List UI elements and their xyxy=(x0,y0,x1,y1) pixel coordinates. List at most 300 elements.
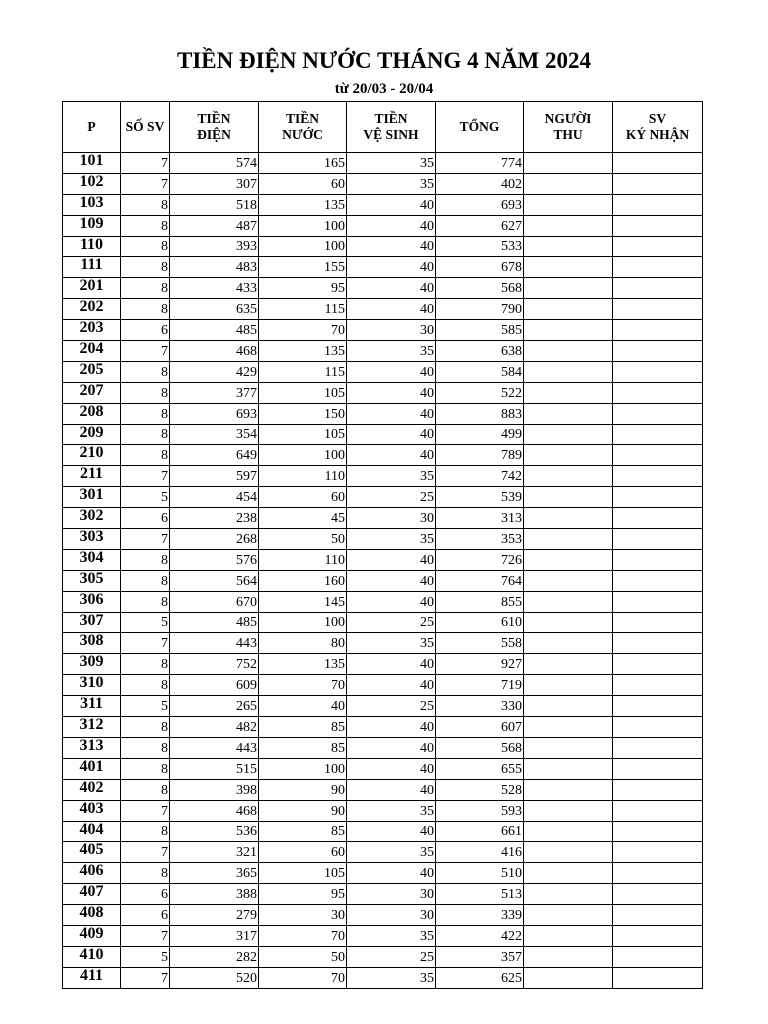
table-row xyxy=(63,173,703,194)
room-cell: 401 xyxy=(63,758,121,779)
collector-cell[interactable] xyxy=(524,905,613,926)
student-count-cell: 8 xyxy=(121,361,170,382)
electricity-cell: 388 xyxy=(170,884,259,905)
table-row xyxy=(63,863,703,884)
electricity-cell: 265 xyxy=(170,696,259,717)
collector-cell[interactable] xyxy=(524,821,613,842)
water-cell: 90 xyxy=(259,779,347,800)
water-cell: 95 xyxy=(259,278,347,299)
total-cell: 416 xyxy=(436,842,524,863)
room-cell: 404 xyxy=(63,821,121,842)
water-cell: 135 xyxy=(259,194,347,215)
room-cell: 305 xyxy=(63,570,121,591)
table-row xyxy=(63,905,703,926)
room-cell: 207 xyxy=(63,382,121,403)
total-cell: 330 xyxy=(436,696,524,717)
water-cell: 85 xyxy=(259,821,347,842)
room-cell: 109 xyxy=(63,215,121,236)
room-cell: 311 xyxy=(63,696,121,717)
collector-cell[interactable] xyxy=(524,445,613,466)
table-row xyxy=(63,341,703,362)
room-cell: 403 xyxy=(63,800,121,821)
sanitation-cell: 30 xyxy=(347,905,436,926)
total-cell: 499 xyxy=(436,424,524,445)
electricity-cell: 670 xyxy=(170,591,259,612)
signature-cell[interactable] xyxy=(613,487,703,508)
signature-cell[interactable] xyxy=(613,758,703,779)
room-cell: 306 xyxy=(63,591,121,612)
student-count-cell: 8 xyxy=(121,236,170,257)
sanitation-cell: 40 xyxy=(347,821,436,842)
electricity-cell: 518 xyxy=(170,194,259,215)
collector-cell[interactable] xyxy=(524,612,613,633)
room-cell: 410 xyxy=(63,946,121,967)
signature-cell[interactable] xyxy=(613,194,703,215)
collector-cell[interactable] xyxy=(524,403,613,424)
student-count-cell: 8 xyxy=(121,779,170,800)
table-row xyxy=(63,884,703,905)
total-cell: 638 xyxy=(436,341,524,362)
table-row xyxy=(63,508,703,529)
sanitation-cell: 40 xyxy=(347,737,436,758)
electricity-cell: 393 xyxy=(170,236,259,257)
total-cell: 522 xyxy=(436,382,524,403)
sanitation-cell: 35 xyxy=(347,173,436,194)
signature-cell[interactable] xyxy=(613,173,703,194)
total-cell: 774 xyxy=(436,153,524,174)
collector-cell[interactable] xyxy=(524,737,613,758)
water-cell: 50 xyxy=(259,946,347,967)
room-cell: 304 xyxy=(63,549,121,570)
electricity-cell: 515 xyxy=(170,758,259,779)
student-count-cell: 8 xyxy=(121,215,170,236)
total-cell: 789 xyxy=(436,445,524,466)
total-cell: 790 xyxy=(436,299,524,320)
total-cell: 855 xyxy=(436,591,524,612)
sanitation-cell: 35 xyxy=(347,153,436,174)
electricity-cell: 317 xyxy=(170,925,259,946)
header-electricity: TIỀN ĐIỆN xyxy=(170,102,259,153)
room-cell: 307 xyxy=(63,612,121,633)
collector-cell[interactable] xyxy=(524,967,613,988)
table-row xyxy=(63,299,703,320)
total-cell: 627 xyxy=(436,215,524,236)
signature-cell[interactable] xyxy=(613,278,703,299)
header-sanitation: TIỀN VỆ SINH xyxy=(347,102,436,153)
collector-cell[interactable] xyxy=(524,633,613,654)
collector-cell[interactable] xyxy=(524,299,613,320)
water-cell: 60 xyxy=(259,173,347,194)
table-row xyxy=(63,591,703,612)
total-cell: 558 xyxy=(436,633,524,654)
billing-table xyxy=(62,101,703,989)
room-cell: 205 xyxy=(63,361,121,382)
water-cell: 115 xyxy=(259,361,347,382)
signature-cell[interactable] xyxy=(613,403,703,424)
student-count-cell: 7 xyxy=(121,800,170,821)
room-cell: 110 xyxy=(63,236,121,257)
document-title: TIỀN ĐIỆN NƯỚC THÁNG 4 NĂM 2024 xyxy=(176,48,592,73)
student-count-cell: 8 xyxy=(121,591,170,612)
water-cell: 145 xyxy=(259,591,347,612)
total-cell: 422 xyxy=(436,925,524,946)
collector-cell[interactable] xyxy=(524,508,613,529)
sanitation-cell: 40 xyxy=(347,382,436,403)
total-cell: 661 xyxy=(436,821,524,842)
signature-cell[interactable] xyxy=(613,842,703,863)
room-cell: 310 xyxy=(63,675,121,696)
student-count-cell: 6 xyxy=(121,905,170,926)
table-row xyxy=(63,320,703,341)
electricity-cell: 482 xyxy=(170,717,259,738)
room-cell: 204 xyxy=(63,341,121,362)
water-cell: 115 xyxy=(259,299,347,320)
collector-cell[interactable] xyxy=(524,236,613,257)
collector-cell[interactable] xyxy=(524,257,613,278)
collector-cell[interactable] xyxy=(524,591,613,612)
student-count-cell: 7 xyxy=(121,633,170,654)
sanitation-cell: 40 xyxy=(347,863,436,884)
collector-cell[interactable] xyxy=(524,320,613,341)
student-count-cell: 8 xyxy=(121,570,170,591)
electricity-cell: 536 xyxy=(170,821,259,842)
student-count-cell: 8 xyxy=(121,299,170,320)
table-row xyxy=(63,800,703,821)
table-row xyxy=(63,215,703,236)
table-row xyxy=(63,194,703,215)
collector-cell[interactable] xyxy=(524,466,613,487)
table-row xyxy=(63,361,703,382)
sanitation-cell: 40 xyxy=(347,236,436,257)
signature-cell[interactable] xyxy=(613,382,703,403)
collector-cell[interactable] xyxy=(524,654,613,675)
total-cell: 528 xyxy=(436,779,524,800)
header-collector: NGƯỜI THU xyxy=(524,102,613,153)
water-cell: 100 xyxy=(259,236,347,257)
room-cell: 201 xyxy=(63,278,121,299)
signature-cell[interactable] xyxy=(613,946,703,967)
sanitation-cell: 40 xyxy=(347,758,436,779)
signature-cell[interactable] xyxy=(613,925,703,946)
room-cell: 308 xyxy=(63,633,121,654)
signature-cell[interactable] xyxy=(613,529,703,550)
room-cell: 402 xyxy=(63,779,121,800)
table-row xyxy=(63,236,703,257)
electricity-cell: 321 xyxy=(170,842,259,863)
room-cell: 203 xyxy=(63,320,121,341)
sanitation-cell: 40 xyxy=(347,361,436,382)
collector-cell[interactable] xyxy=(524,424,613,445)
signature-cell[interactable] xyxy=(613,341,703,362)
total-cell: 357 xyxy=(436,946,524,967)
signature-cell[interactable] xyxy=(613,445,703,466)
header-total: TỔNG xyxy=(436,102,524,153)
room-cell: 103 xyxy=(63,194,121,215)
water-cell: 90 xyxy=(259,800,347,821)
sanitation-cell: 40 xyxy=(347,424,436,445)
electricity-cell: 454 xyxy=(170,487,259,508)
collector-cell[interactable] xyxy=(524,842,613,863)
student-count-cell: 5 xyxy=(121,612,170,633)
water-cell: 70 xyxy=(259,967,347,988)
collector-cell[interactable] xyxy=(524,717,613,738)
total-cell: 607 xyxy=(436,717,524,738)
room-cell: 208 xyxy=(63,403,121,424)
collector-cell[interactable] xyxy=(524,278,613,299)
student-count-cell: 7 xyxy=(121,173,170,194)
table-row xyxy=(63,967,703,988)
signature-cell[interactable] xyxy=(613,215,703,236)
water-cell: 100 xyxy=(259,445,347,466)
water-cell: 85 xyxy=(259,717,347,738)
water-cell: 100 xyxy=(259,215,347,236)
total-cell: 313 xyxy=(436,508,524,529)
signature-cell[interactable] xyxy=(613,570,703,591)
signature-cell[interactable] xyxy=(613,549,703,570)
signature-cell[interactable] xyxy=(613,821,703,842)
sanitation-cell: 25 xyxy=(347,487,436,508)
water-cell: 80 xyxy=(259,633,347,654)
signature-cell[interactable] xyxy=(613,905,703,926)
signature-cell[interactable] xyxy=(613,717,703,738)
collector-cell[interactable] xyxy=(524,215,613,236)
collector-cell[interactable] xyxy=(524,946,613,967)
collector-cell[interactable] xyxy=(524,570,613,591)
header-student-count: SỐ SV xyxy=(121,102,170,153)
electricity-cell: 433 xyxy=(170,278,259,299)
sanitation-cell: 40 xyxy=(347,570,436,591)
room-cell: 411 xyxy=(63,967,121,988)
table-row xyxy=(63,403,703,424)
signature-cell[interactable] xyxy=(613,424,703,445)
table-row xyxy=(63,821,703,842)
student-count-cell: 8 xyxy=(121,675,170,696)
sanitation-cell: 40 xyxy=(347,591,436,612)
student-count-cell: 8 xyxy=(121,257,170,278)
water-cell: 110 xyxy=(259,466,347,487)
collector-cell[interactable] xyxy=(524,529,613,550)
student-count-cell: 7 xyxy=(121,466,170,487)
water-cell: 150 xyxy=(259,403,347,424)
signature-cell[interactable] xyxy=(613,696,703,717)
water-cell: 60 xyxy=(259,842,347,863)
room-cell: 303 xyxy=(63,529,121,550)
sanitation-cell: 30 xyxy=(347,884,436,905)
sanitation-cell: 35 xyxy=(347,842,436,863)
total-cell: 339 xyxy=(436,905,524,926)
table-row xyxy=(63,487,703,508)
room-cell: 408 xyxy=(63,905,121,926)
table-row xyxy=(63,570,703,591)
electricity-cell: 752 xyxy=(170,654,259,675)
room-cell: 101 xyxy=(63,153,121,174)
water-cell: 95 xyxy=(259,884,347,905)
electricity-cell: 307 xyxy=(170,173,259,194)
student-count-cell: 7 xyxy=(121,153,170,174)
student-count-cell: 7 xyxy=(121,529,170,550)
signature-cell[interactable] xyxy=(613,779,703,800)
water-cell: 70 xyxy=(259,925,347,946)
collector-cell[interactable] xyxy=(524,194,613,215)
student-count-cell: 8 xyxy=(121,549,170,570)
signature-cell[interactable] xyxy=(613,654,703,675)
total-cell: 693 xyxy=(436,194,524,215)
table-row xyxy=(63,675,703,696)
collector-cell[interactable] xyxy=(524,884,613,905)
signature-cell[interactable] xyxy=(613,863,703,884)
signature-cell[interactable] xyxy=(613,508,703,529)
table-row xyxy=(63,758,703,779)
total-cell: 678 xyxy=(436,257,524,278)
collector-cell[interactable] xyxy=(524,758,613,779)
sanitation-cell: 40 xyxy=(347,194,436,215)
water-cell: 105 xyxy=(259,863,347,884)
room-cell: 407 xyxy=(63,884,121,905)
electricity-cell: 597 xyxy=(170,466,259,487)
water-cell: 105 xyxy=(259,424,347,445)
room-cell: 301 xyxy=(63,487,121,508)
collector-cell[interactable] xyxy=(524,153,613,174)
signature-cell[interactable] xyxy=(613,967,703,988)
room-cell: 209 xyxy=(63,424,121,445)
water-cell: 85 xyxy=(259,737,347,758)
signature-cell[interactable] xyxy=(613,153,703,174)
total-cell: 568 xyxy=(436,278,524,299)
signature-cell[interactable] xyxy=(613,236,703,257)
room-cell: 102 xyxy=(63,173,121,194)
electricity-cell: 398 xyxy=(170,779,259,800)
signature-cell[interactable] xyxy=(613,800,703,821)
collector-cell[interactable] xyxy=(524,925,613,946)
table-row xyxy=(63,717,703,738)
electricity-cell: 635 xyxy=(170,299,259,320)
table-row xyxy=(63,257,703,278)
table-body xyxy=(63,153,703,989)
student-count-cell: 6 xyxy=(121,508,170,529)
collector-cell[interactable] xyxy=(524,863,613,884)
electricity-cell: 576 xyxy=(170,549,259,570)
total-cell: 655 xyxy=(436,758,524,779)
total-cell: 568 xyxy=(436,737,524,758)
electricity-cell: 487 xyxy=(170,215,259,236)
table-row xyxy=(63,737,703,758)
water-cell: 70 xyxy=(259,675,347,696)
electricity-cell: 485 xyxy=(170,320,259,341)
water-cell: 60 xyxy=(259,487,347,508)
water-cell: 135 xyxy=(259,341,347,362)
total-cell: 510 xyxy=(436,863,524,884)
electricity-cell: 520 xyxy=(170,967,259,988)
electricity-cell: 485 xyxy=(170,612,259,633)
total-cell: 593 xyxy=(436,800,524,821)
student-count-cell: 5 xyxy=(121,487,170,508)
signature-cell[interactable] xyxy=(613,633,703,654)
collector-cell[interactable] xyxy=(524,800,613,821)
student-count-cell: 7 xyxy=(121,341,170,362)
table-row xyxy=(63,696,703,717)
total-cell: 584 xyxy=(436,361,524,382)
student-count-cell: 8 xyxy=(121,194,170,215)
signature-cell[interactable] xyxy=(613,675,703,696)
table-row xyxy=(63,779,703,800)
collector-cell[interactable] xyxy=(524,173,613,194)
total-cell: 625 xyxy=(436,967,524,988)
electricity-cell: 609 xyxy=(170,675,259,696)
sanitation-cell: 25 xyxy=(347,946,436,967)
sanitation-cell: 35 xyxy=(347,466,436,487)
sanitation-cell: 40 xyxy=(347,675,436,696)
collector-cell[interactable] xyxy=(524,341,613,362)
signature-cell[interactable] xyxy=(613,884,703,905)
electricity-cell: 429 xyxy=(170,361,259,382)
water-cell: 40 xyxy=(259,696,347,717)
water-cell: 45 xyxy=(259,508,347,529)
collector-cell[interactable] xyxy=(524,487,613,508)
electricity-cell: 268 xyxy=(170,529,259,550)
table-row xyxy=(63,633,703,654)
sanitation-cell: 25 xyxy=(347,696,436,717)
document-subtitle: từ 20/03 - 20/04 xyxy=(334,81,434,97)
table-row xyxy=(63,654,703,675)
sanitation-cell: 40 xyxy=(347,278,436,299)
total-cell: 883 xyxy=(436,403,524,424)
sanitation-cell: 40 xyxy=(347,299,436,320)
collector-cell[interactable] xyxy=(524,549,613,570)
header-student-signature: SV KÝ NHẬN xyxy=(613,102,703,153)
electricity-cell: 468 xyxy=(170,341,259,362)
water-cell: 105 xyxy=(259,382,347,403)
collector-cell[interactable] xyxy=(524,696,613,717)
room-cell: 210 xyxy=(63,445,121,466)
student-count-cell: 8 xyxy=(121,737,170,758)
collector-cell[interactable] xyxy=(524,361,613,382)
water-cell: 70 xyxy=(259,320,347,341)
signature-cell[interactable] xyxy=(613,737,703,758)
collector-cell[interactable] xyxy=(524,382,613,403)
student-count-cell: 8 xyxy=(121,278,170,299)
total-cell: 610 xyxy=(436,612,524,633)
sanitation-cell: 30 xyxy=(347,508,436,529)
student-count-cell: 5 xyxy=(121,946,170,967)
signature-cell[interactable] xyxy=(613,591,703,612)
sanitation-cell: 40 xyxy=(347,403,436,424)
student-count-cell: 8 xyxy=(121,758,170,779)
table-row xyxy=(63,382,703,403)
table-row xyxy=(63,424,703,445)
signature-cell[interactable] xyxy=(613,320,703,341)
room-cell: 309 xyxy=(63,654,121,675)
header-room: P xyxy=(63,102,121,153)
water-cell: 160 xyxy=(259,570,347,591)
signature-cell[interactable] xyxy=(613,299,703,320)
collector-cell[interactable] xyxy=(524,675,613,696)
electricity-cell: 443 xyxy=(170,737,259,758)
student-count-cell: 8 xyxy=(121,403,170,424)
total-cell: 742 xyxy=(436,466,524,487)
signature-cell[interactable] xyxy=(613,466,703,487)
water-cell: 100 xyxy=(259,612,347,633)
signature-cell[interactable] xyxy=(613,361,703,382)
signature-cell[interactable] xyxy=(613,257,703,278)
signature-cell[interactable] xyxy=(613,612,703,633)
room-cell: 111 xyxy=(63,257,121,278)
collector-cell[interactable] xyxy=(524,779,613,800)
student-count-cell: 8 xyxy=(121,821,170,842)
room-cell: 211 xyxy=(63,466,121,487)
total-cell: 353 xyxy=(436,529,524,550)
electricity-cell: 354 xyxy=(170,424,259,445)
student-count-cell: 6 xyxy=(121,320,170,341)
